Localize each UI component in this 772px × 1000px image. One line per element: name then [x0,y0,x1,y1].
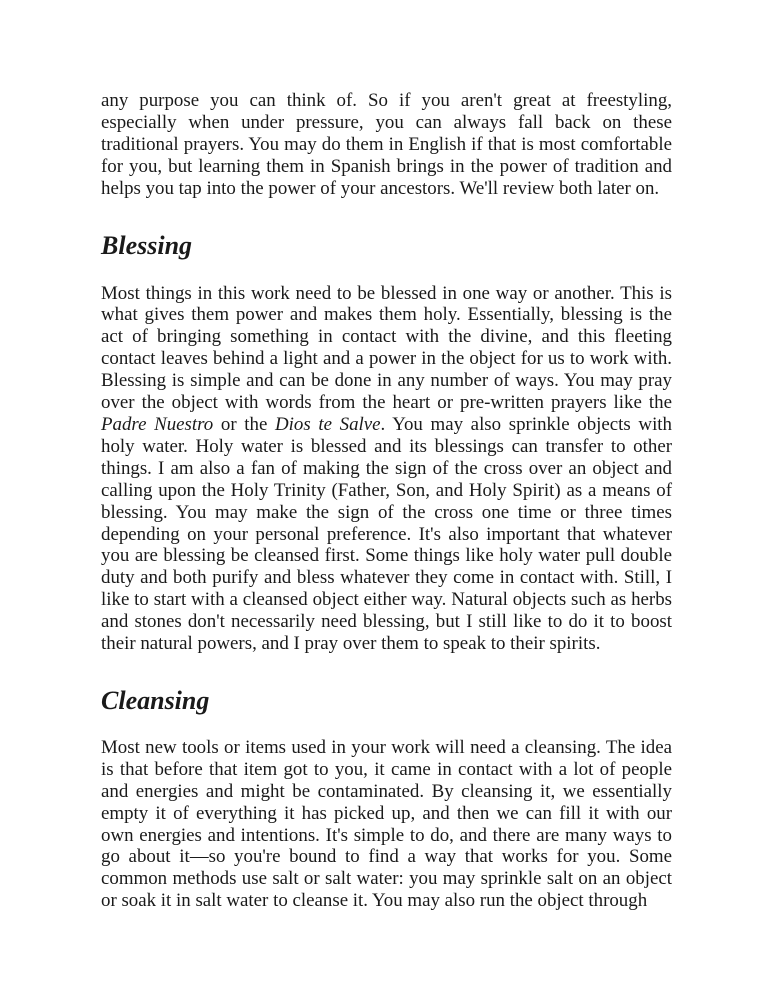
blessing-text-part-1: Most things in this work need to be blessed in one way or another. This is what gives them power and makes them holy. Essentially, blessing is the act of bringing something in contact with the divine, and this fleeting contact leaves behind a light and a power in the object for us to work with. Blessing is simple and can be done in any number of ways. You may pray over the object with words from the heart or pre-written prayers like the [101,282,672,414]
blessing-text-part-3: . You may also sprinkle objects with holy water. Holy water is blessed and its blessings can transfer to other things. I am also a fan of making the sign of the cross over an object and calling upon the Holy Trinity (Father, Son, and Holy Spirit) as a means of blessing. You may make the sign of the cross one time or three times depending on your personal preference. It's also important that whatever you are blessing be cleansed first. Some things like holy water pull double duty and both purify and bless whatever they come in contact with. Still, I like to start with a cleansed object either way. Natural objects such as herbs and stones don't necessarily need blessing, but I still like to do it to boost their natural powers, and I pray over them to speak to their spirits. [101,413,673,655]
prayer-padre-nuestro: Padre Nuestro [101,413,214,435]
intro-paragraph: any purpose you can think of. So if you aren't great at freestyling, especially when under pressure, you can always fall back on these traditional prayers. You may do them in English if that is most comfortable for you, but learning them in Spanish brings in the power of tradition and helps you tap into the power of your ancestors. We'll review both later on. [101,90,672,199]
cleansing-paragraph: Most new tools or items used in your work will need a cleansing. The idea is that before that item got to you, it came in contact with a lot of people and energies and might be contaminated. By cleansing it, we essentially empty it of everything it has picked up, and then we can fill it with our own energies and intentions. It's simple to do, and there are many ways to go about it—so you're bound to find a way that works for you. Some common methods use salt or salt water: you may sprinkle salt on an object or soak it in salt water to cleanse it. You may also run the object through [101,736,672,912]
prayer-dios-te-salve: Dios te Salve [275,413,381,435]
blessing-text-part-2: or the [213,413,276,435]
blessing-heading: Blessing [101,230,193,260]
blessing-paragraph [101,283,672,655]
cleansing-heading: Cleansing [101,685,210,715]
